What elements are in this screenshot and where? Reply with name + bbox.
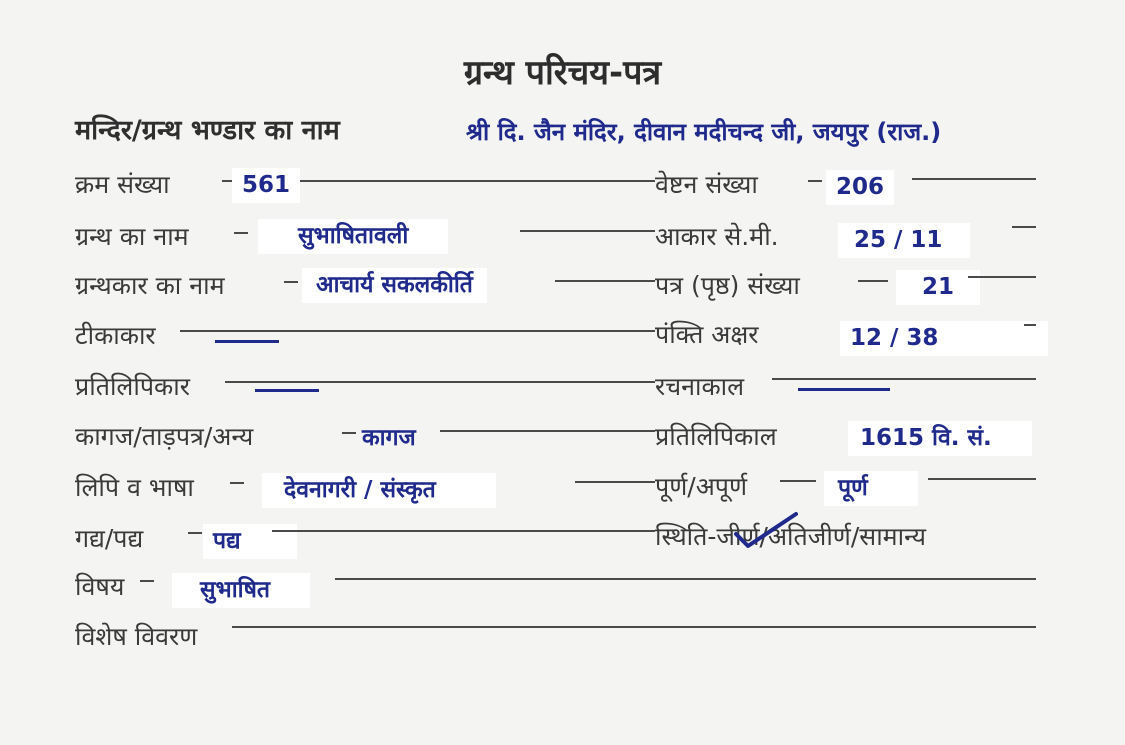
book-name-label: ग्रन्थ का नाम bbox=[75, 222, 189, 251]
card-title: ग्रन्थ परिचय-पत्र bbox=[463, 53, 662, 93]
temple-name-label: मन्दिर/ग्रन्थ भण्डार का नाम bbox=[75, 115, 340, 146]
author-name-line bbox=[555, 280, 655, 282]
commentator-blank-dash bbox=[215, 340, 279, 343]
subject-label: विषय bbox=[75, 572, 125, 601]
prose-verse-label: गद्य/पद्य bbox=[75, 524, 144, 553]
material-tick bbox=[342, 432, 356, 434]
serial-number-line bbox=[300, 180, 655, 182]
temple-name-value: श्री दि. जैन मंदिर, दीवान मदीचन्द जी, जयपुर (राज.) bbox=[466, 118, 942, 146]
copyist-line bbox=[225, 381, 655, 383]
copyist-label: प्रतिलिपिकार bbox=[75, 372, 190, 401]
line-letters-label: पंक्ति अक्षर bbox=[655, 320, 759, 349]
composition-period-line bbox=[772, 378, 1036, 380]
tick-mark-icon bbox=[732, 510, 802, 550]
size-value: 25 / 11 bbox=[838, 223, 970, 258]
line-letters-tick bbox=[1024, 324, 1036, 326]
material-label: कागज/ताड़पत्र/अन्य bbox=[75, 422, 254, 451]
special-description-line bbox=[232, 626, 1036, 628]
script-language-value: देवनागरी / संस्कृत bbox=[262, 473, 496, 508]
script-language-tick bbox=[230, 482, 244, 484]
wrapper-number-tick bbox=[808, 180, 822, 182]
material-line bbox=[440, 430, 655, 432]
page-count-value: 21 bbox=[896, 270, 980, 305]
prose-verse-tick bbox=[188, 532, 202, 534]
subject-line bbox=[335, 578, 1036, 580]
special-description-label: विशेष विवरण bbox=[75, 622, 198, 651]
copy-period-value: 1615 वि. सं. bbox=[848, 421, 1032, 456]
material-value: कागज bbox=[362, 425, 416, 451]
complete-incomplete-tick bbox=[780, 480, 816, 482]
prose-verse-line bbox=[272, 530, 655, 532]
size-label: आकार से.मी. bbox=[655, 222, 779, 251]
subject-tick bbox=[140, 580, 154, 582]
book-name-value: सुभाषितावली bbox=[258, 219, 448, 254]
serial-number-value: 561 bbox=[232, 168, 300, 203]
composition-period-blank-dash bbox=[798, 388, 890, 391]
composition-period-label: रचनाकाल bbox=[655, 372, 745, 401]
page-count-line bbox=[968, 276, 1036, 278]
script-language-line bbox=[575, 481, 655, 483]
copy-period-label: प्रतिलिपिकाल bbox=[655, 422, 777, 451]
script-language-label: लिपि व भाषा bbox=[75, 473, 194, 502]
author-name-tick bbox=[284, 281, 298, 283]
condition-label: स्थिति-जीर्ण/अतिजीर्ण/सामान्य bbox=[655, 522, 926, 551]
serial-number-label: क्रम संख्या bbox=[75, 170, 170, 199]
author-name-label: ग्रन्थकार का नाम bbox=[75, 271, 225, 300]
complete-incomplete-label: पूर्ण/अपूर्ण bbox=[655, 472, 748, 501]
line-letters-value: 12 / 38 bbox=[840, 321, 1048, 356]
subject-value: सुभाषित bbox=[172, 573, 310, 608]
commentator-label: टीकाकार bbox=[75, 321, 156, 350]
copyist-blank-dash bbox=[255, 389, 319, 392]
book-name-line bbox=[520, 230, 655, 232]
complete-incomplete-line bbox=[928, 478, 1036, 480]
wrapper-number-label: वेष्टन संख्या bbox=[655, 170, 758, 199]
size-line bbox=[1012, 226, 1036, 228]
prose-verse-value: पद्य bbox=[203, 524, 297, 559]
wrapper-number-line bbox=[912, 178, 1036, 180]
author-name-value: आचार्य सकलकीर्ति bbox=[302, 268, 487, 303]
commentator-line bbox=[180, 330, 655, 332]
wrapper-number-value: 206 bbox=[826, 170, 894, 205]
page-count-label: पत्र (पृष्ठ) संख्या bbox=[655, 271, 800, 300]
page-count-tick bbox=[858, 280, 888, 282]
complete-incomplete-value: पूर्ण bbox=[824, 471, 918, 506]
book-name-tick bbox=[234, 232, 248, 234]
